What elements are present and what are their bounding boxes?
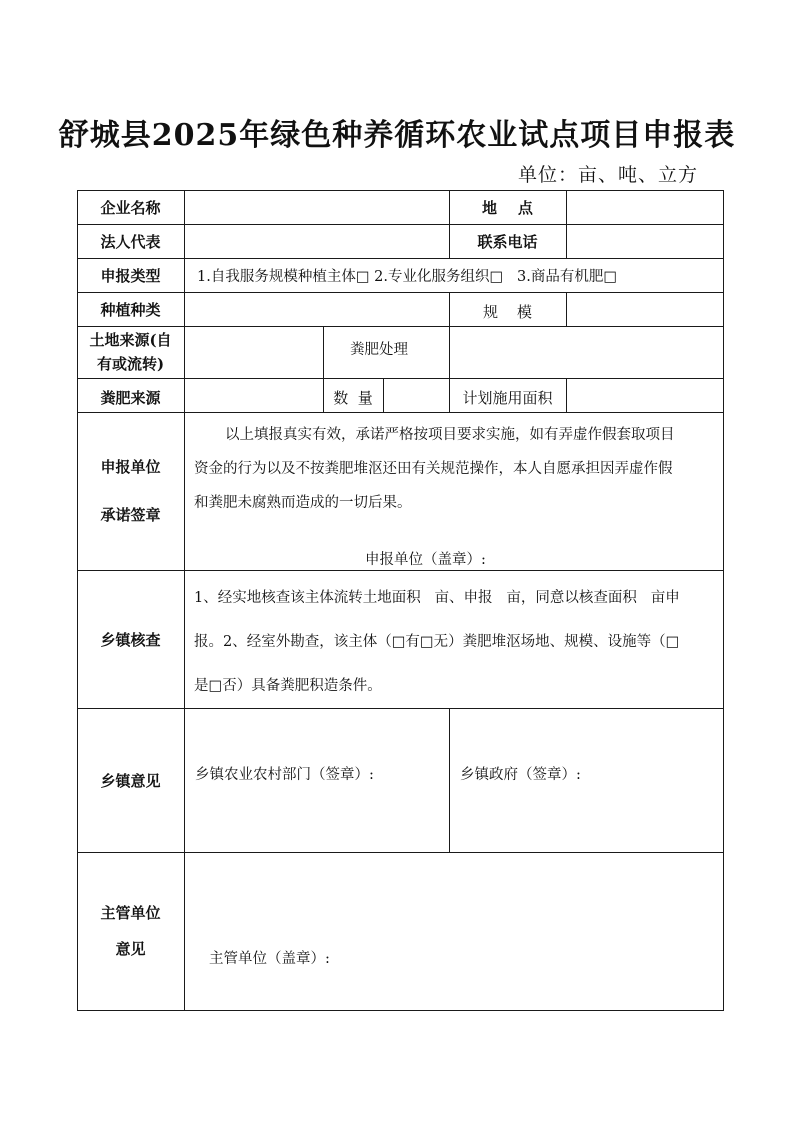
crop-label: 种植种类 xyxy=(100,300,161,319)
land-source-label xyxy=(77,326,184,378)
scale-field[interactable] xyxy=(567,293,723,326)
commitment-label-line-1: 申报单位 xyxy=(100,458,161,476)
commitment-line-3: 和粪肥未腐熟而造成的一切后果。 xyxy=(194,495,412,511)
commitment-signature[interactable]: 申报单位（盖章）: xyxy=(365,551,486,568)
town-check-label: 乡镇核查 xyxy=(100,630,161,649)
legal-rep-label: 法人代表 xyxy=(100,232,161,251)
application-type-label: 申报类型 xyxy=(100,266,161,285)
manure-source-label: 粪肥来源 xyxy=(100,388,161,407)
agri-dept-signature[interactable]: 乡镇农业农村部门（签章）: xyxy=(195,766,374,783)
planned-area-field[interactable] xyxy=(567,379,723,412)
application-type-options[interactable]: 1.自我服务规模种植主体□ 2.专业化服务组织□ 3.商品有机肥□ xyxy=(197,268,618,285)
supervisor-label xyxy=(77,852,184,1010)
planned-area-label: 计划施用面积 xyxy=(462,388,553,407)
commitment-label-line-2: 承诺签章 xyxy=(100,506,161,524)
town-opinion-label: 乡镇意见 xyxy=(100,771,161,790)
manure-treatment-field[interactable] xyxy=(450,327,723,378)
location-field[interactable] xyxy=(567,191,723,224)
company-name-label: 企业名称 xyxy=(100,198,161,217)
commitment-label xyxy=(77,412,184,570)
supervisor-label-line-2: 意见 xyxy=(115,940,146,958)
town-check-line-2: 报。2、经室外勘查，该主体（□有□无）粪肥堆沤场地、规模、设施等（□ xyxy=(194,634,680,650)
quantity-label: 数 量 xyxy=(333,388,373,407)
land-source-field[interactable] xyxy=(185,327,323,378)
phone-field[interactable] xyxy=(567,225,723,258)
scale-label: 规 模 xyxy=(482,302,533,321)
table-border-right xyxy=(723,190,724,1011)
town-gov-signature[interactable]: 乡镇政府（签章）: xyxy=(460,766,581,783)
commitment-line-2: 资金的行为以及不按粪肥堆沤还田有关规范操作，本人自愿承担因弄虚作假 xyxy=(194,461,673,477)
quantity-field[interactable] xyxy=(384,379,449,412)
phone-label: 联系电话 xyxy=(477,232,538,251)
legal-rep-field[interactable] xyxy=(185,225,449,258)
unit-note: 单位：亩、吨、立方 xyxy=(517,164,698,186)
manure-treatment-label: 粪肥处理 xyxy=(350,341,408,358)
crop-field[interactable] xyxy=(185,293,449,326)
town-check-line-3: 是□否）具备粪肥积造条件。 xyxy=(194,678,382,694)
company-name-field[interactable] xyxy=(185,191,449,224)
commitment-text xyxy=(194,418,722,520)
col-divider xyxy=(449,708,450,853)
manure-source-field[interactable] xyxy=(185,379,323,412)
town-check-line-1: 1、经实地核查该主体流转土地面积 亩、申报 亩，同意以核查面积 亩申 xyxy=(194,590,680,606)
supervisor-signature[interactable]: 主管单位（盖章）: xyxy=(209,950,330,967)
supervisor-label-line-1: 主管单位 xyxy=(100,904,161,922)
land-source-label-line-1: 土地来源(自 xyxy=(89,331,172,349)
page-title: 舒城县2025年绿色种养循环农业试点项目申报表 xyxy=(58,118,736,153)
commitment-line-1: 以上填报真实有效，承诺严格按项目要求实施，如有弄虚作假套取项目 xyxy=(225,427,675,443)
land-source-label-line-2: 有或流转) xyxy=(96,355,165,373)
town-check-text xyxy=(194,576,722,708)
location-label: 地 点 xyxy=(482,198,533,217)
table-border-bottom xyxy=(77,1010,724,1011)
